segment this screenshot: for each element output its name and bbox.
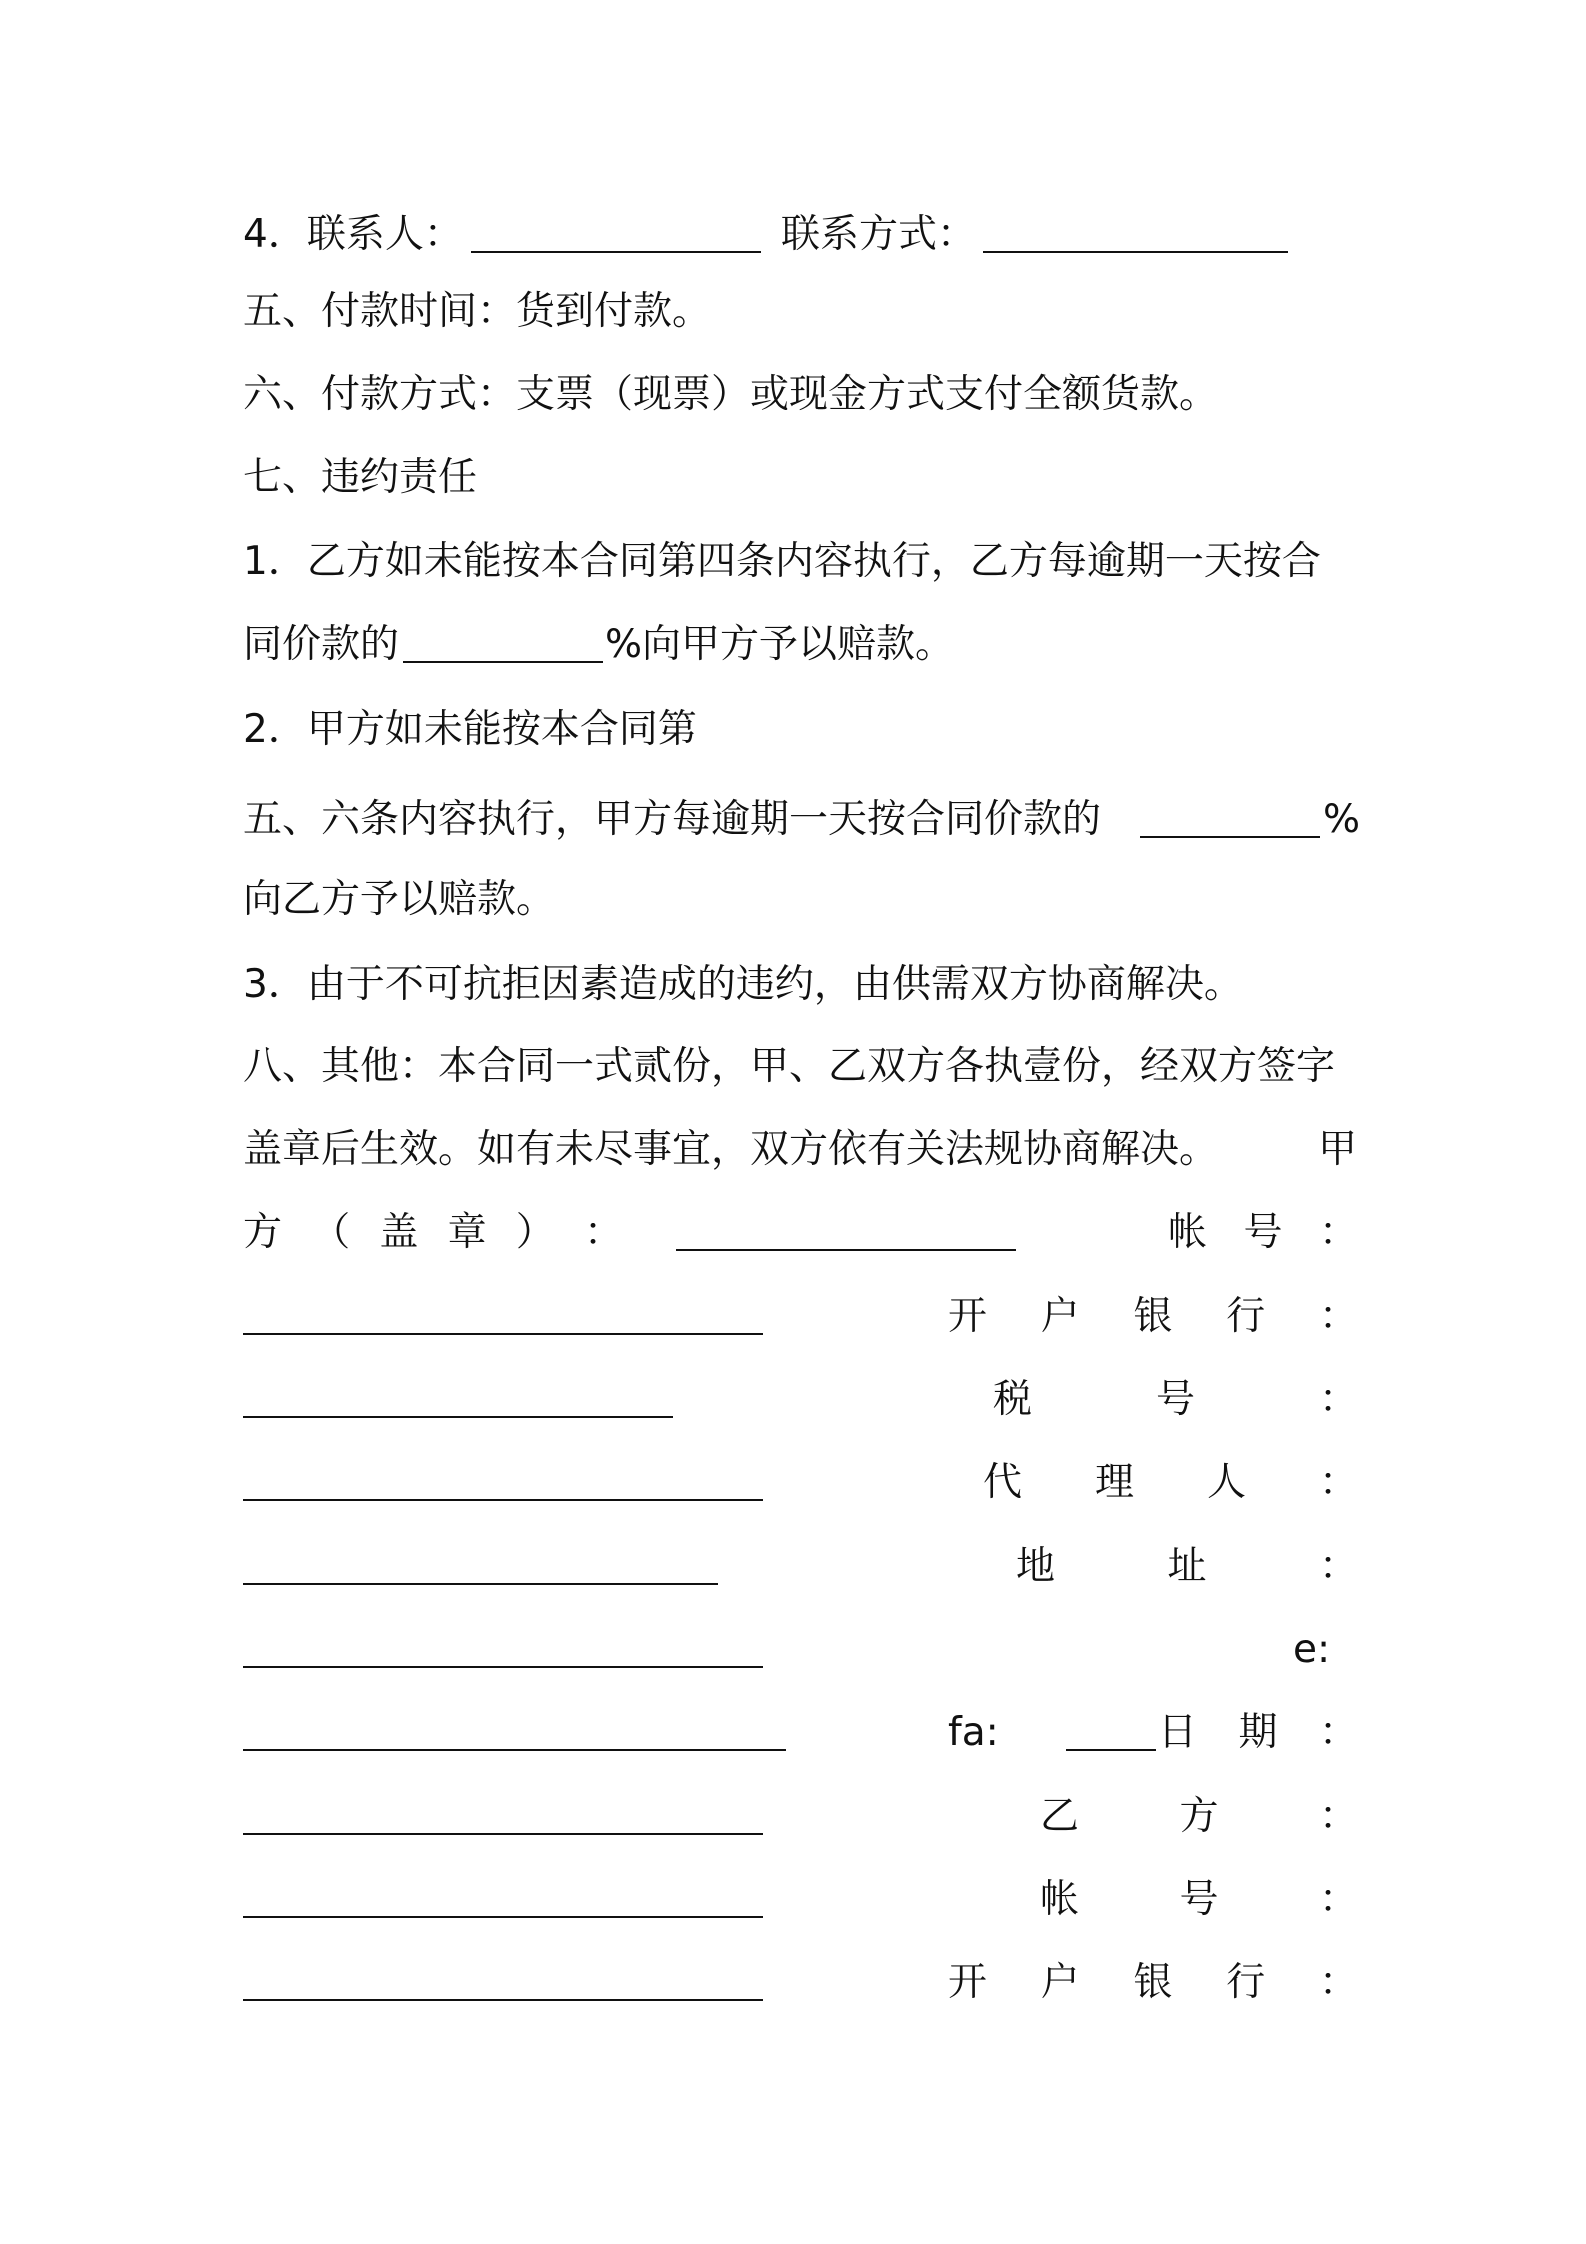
- payment-method-line: 六、付款方式：支票（现票）或现金方式支付全额货款。: [243, 372, 1219, 417]
- bank-line: [243, 1287, 1358, 1347]
- email-line: [243, 1620, 1358, 1680]
- email-blank[interactable]: [243, 1749, 786, 1751]
- party-b-account-label: 帐 号 ：: [1040, 1877, 1358, 1922]
- clause-1-percent-blank[interactable]: [403, 661, 603, 663]
- contact-person-label: 4．联系人：: [243, 212, 463, 257]
- date-blank[interactable]: [243, 1833, 763, 1835]
- tax-line: [243, 1370, 1358, 1430]
- email-label: e:: [1293, 1627, 1331, 1672]
- account-label: 帐 号 ：: [1168, 1210, 1358, 1255]
- party-b-bank-line: [243, 1953, 1358, 2013]
- address-label: 地 址 ：: [1016, 1544, 1358, 1589]
- breach-heading: 七、违约责任: [243, 455, 478, 500]
- tax-label: 税 号 ：: [993, 1377, 1358, 1422]
- agent-label: 代 理 人 ：: [983, 1460, 1358, 1505]
- party-b-account-line: [243, 1870, 1358, 1930]
- date-label: 日 期 ：: [1158, 1710, 1358, 1755]
- address-blank[interactable]: [243, 1666, 763, 1668]
- other-clause-cont: [243, 1120, 1358, 1180]
- fax-date-line: [243, 1703, 1358, 1763]
- clause-2-text: 五、六条内容执行，甲方每逾期一天按合同价款的: [243, 797, 1102, 842]
- party-b-account-blank[interactable]: [243, 1999, 763, 2001]
- agent-blank[interactable]: [243, 1583, 718, 1585]
- payment-time-line: 五、付款时间：货到付款。: [243, 289, 712, 334]
- party-b-blank[interactable]: [243, 1916, 763, 1918]
- address-line: [243, 1537, 1358, 1597]
- breach-clause-1: 1．乙方如未能按本合同第四条内容执行，乙方每逾期一天按合: [243, 539, 1321, 584]
- party-a-seal-line: [243, 1203, 1358, 1263]
- party-b-bank-label: 开 户 银 行 ：: [948, 1960, 1358, 2005]
- other-clause-text: 盖章后生效。如有未尽事宜，双方依有关法规协商解决。: [243, 1127, 1219, 1172]
- contact-line: [243, 205, 1358, 265]
- party-b-line: [243, 1787, 1358, 1847]
- party-b-label: 乙 方 ：: [1040, 1794, 1358, 1839]
- party-a-seal-label: 方 （ 盖 章 ） ：: [243, 1210, 623, 1255]
- clause-1-text-tail: %向甲方予以赔款。: [605, 622, 955, 667]
- breach-clause-2-cont: [243, 790, 1361, 850]
- breach-clause-2: 2．甲方如未能按本合同第: [243, 707, 697, 752]
- account-blank[interactable]: [243, 1333, 763, 1335]
- bank-blank[interactable]: [243, 1416, 673, 1418]
- contact-method-blank[interactable]: [983, 251, 1288, 253]
- fax-label: fa:: [948, 1710, 999, 1755]
- contact-person-blank[interactable]: [471, 251, 761, 253]
- clause-1-text: 同价款的: [243, 622, 400, 667]
- party-a-seal-blank[interactable]: [676, 1249, 1016, 1251]
- bank-label: 开 户 银 行 ：: [948, 1294, 1358, 1339]
- contact-method-label: 联系方式：: [781, 212, 977, 257]
- breach-clause-1-cont: [243, 615, 1358, 675]
- clause-2-percent: %: [1323, 797, 1361, 842]
- tax-blank[interactable]: [243, 1499, 763, 1501]
- other-clause: 八、其他：本合同一式贰份，甲、乙双方各执壹份，经双方签字: [243, 1044, 1336, 1089]
- agent-line: [243, 1453, 1358, 1513]
- clause-2-percent-blank[interactable]: [1140, 836, 1320, 838]
- fax-blank[interactable]: [1066, 1749, 1156, 1751]
- party-a-char: 甲: [1318, 1127, 1358, 1172]
- breach-clause-3: 3．由于不可抗拒因素造成的违约，由供需双方协商解决。: [243, 962, 1243, 1007]
- breach-clause-2-end: 向乙方予以赔款。: [243, 877, 556, 922]
